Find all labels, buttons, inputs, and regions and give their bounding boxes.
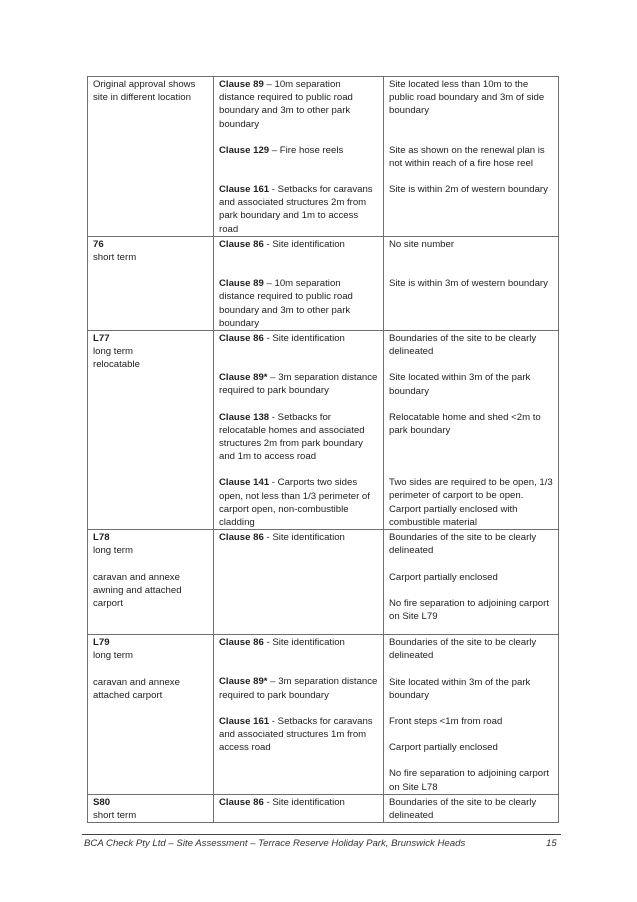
clause-cell xyxy=(214,794,384,822)
finding-item: Site is within 2m of western boundary xyxy=(389,184,548,196)
site-cell xyxy=(88,77,214,237)
clause-cell xyxy=(214,635,384,795)
site-id: L78 xyxy=(93,532,110,544)
site-cell xyxy=(88,237,214,331)
table-row xyxy=(88,237,559,331)
site-id: S80 xyxy=(93,796,111,808)
clause-item: Clause 86 - Site identification xyxy=(219,333,345,345)
clause-cell xyxy=(214,331,384,530)
table-row xyxy=(88,331,559,530)
clause-cell xyxy=(214,237,384,331)
finding-item: Boundaries of the site to be clearly delineated xyxy=(389,532,537,557)
site-cell xyxy=(88,331,214,530)
finding-item: No fire separation to adjoining carport on Site L78 xyxy=(389,768,549,793)
site-description: short term xyxy=(93,252,137,264)
table-row xyxy=(88,530,559,635)
clause-item: Clause 89* – 3m separation distance required to park boundary xyxy=(219,676,378,701)
site-description: caravan and annexe awning and attached carport xyxy=(93,571,182,610)
site-description: long term xyxy=(93,650,133,662)
finding-item: Two sides are required to be open, 1/3 perimeter of carport to be open. Carport partially enclosed with combustible material xyxy=(389,477,553,528)
finding-item: Site located within 3m of the park boundary xyxy=(389,372,531,397)
finding-item: Carport partially enclosed xyxy=(389,571,498,583)
finding-cell xyxy=(384,77,559,237)
page-number: 15 xyxy=(546,838,557,849)
clause-item: Clause 138 - Setbacks for relocatable homes and associated structures 2m from park boundary and 1m to access road xyxy=(219,411,365,463)
clause-item: Clause 86 - Site identification xyxy=(219,637,345,649)
finding-item: Boundaries of the site to be clearly delineated xyxy=(389,796,537,822)
finding-cell xyxy=(384,237,559,331)
finding-cell xyxy=(384,331,559,530)
site-id: 76 xyxy=(93,239,104,250)
footer-divider xyxy=(82,834,561,835)
finding-item: Carport partially enclosed xyxy=(389,742,498,754)
finding-item: Site located less than 10m to the public road boundary and 3m of side boundary xyxy=(389,79,545,117)
site-assessment-table xyxy=(87,76,559,823)
finding-cell xyxy=(384,635,559,795)
clause-cell xyxy=(214,530,384,635)
site-cell xyxy=(88,794,214,822)
site-description: short term xyxy=(93,810,137,822)
finding-item: Site as shown on the renewal plan is not within reach of a fire hose reel xyxy=(389,144,545,169)
finding-cell xyxy=(384,794,559,822)
site-description: relocatable xyxy=(93,359,140,371)
clause-item: Clause 86 - Site identification xyxy=(219,239,345,250)
site-description: caravan and annexe attached carport xyxy=(93,676,180,701)
finding-item: No site number xyxy=(389,239,455,250)
clause-item: Clause 129 – Fire hose reels xyxy=(219,144,344,156)
clause-item: Clause 141 - Carports two sides open, not less than 1/3 perimeter of carport open, non-combustible cladding xyxy=(219,477,370,529)
clause-item: Clause 86 - Site identification xyxy=(219,532,345,544)
finding-item: Relocatable home and shed <2m to park boundary xyxy=(389,411,541,437)
site-description: long term xyxy=(93,545,133,557)
clause-item: Clause 86 - Site identification xyxy=(219,796,345,808)
table-row xyxy=(88,635,559,795)
site-description: long term xyxy=(93,346,133,358)
finding-item: Boundaries of the site to be clearly delineated xyxy=(389,333,537,358)
finding-cell xyxy=(384,530,559,635)
finding-item: Front steps <1m from road xyxy=(389,716,503,728)
finding-item: Boundaries of the site to be clearly delineated xyxy=(389,637,537,662)
finding-item: Site is within 3m of western boundary xyxy=(389,278,548,290)
clause-item: Clause 89* – 3m separation distance required to park boundary xyxy=(219,372,378,397)
table-row xyxy=(88,794,559,822)
finding-item: No fire separation to adjoining carport on Site L79 xyxy=(389,597,549,623)
site-cell xyxy=(88,635,214,795)
clause-item: Clause 161 - Setbacks for caravans and associated structures 2m from park boundary and 1m to access road xyxy=(219,184,373,235)
site-description: Original approval shows site in different location xyxy=(93,79,196,104)
clause-cell xyxy=(214,77,384,237)
clause-item: Clause 161 - Setbacks for caravans and associated structures 1m from access road xyxy=(219,715,373,754)
site-cell xyxy=(88,530,214,635)
site-id: L77 xyxy=(93,333,110,345)
clause-item: Clause 89 – 10m separation distance required to public road boundary and 3m to other park boundary xyxy=(219,79,353,130)
table-row xyxy=(88,77,559,237)
finding-item: Site located within 3m of the park boundary xyxy=(389,676,531,701)
site-id: L79 xyxy=(93,637,110,649)
clause-item: Clause 89 – 10m separation distance required to public road boundary and 3m to other park boundary xyxy=(219,278,353,329)
footer-text: BCA Check Pty Ltd – Site Assessment – Terrace Reserve Holiday Park, Brunswick Heads xyxy=(84,838,466,849)
